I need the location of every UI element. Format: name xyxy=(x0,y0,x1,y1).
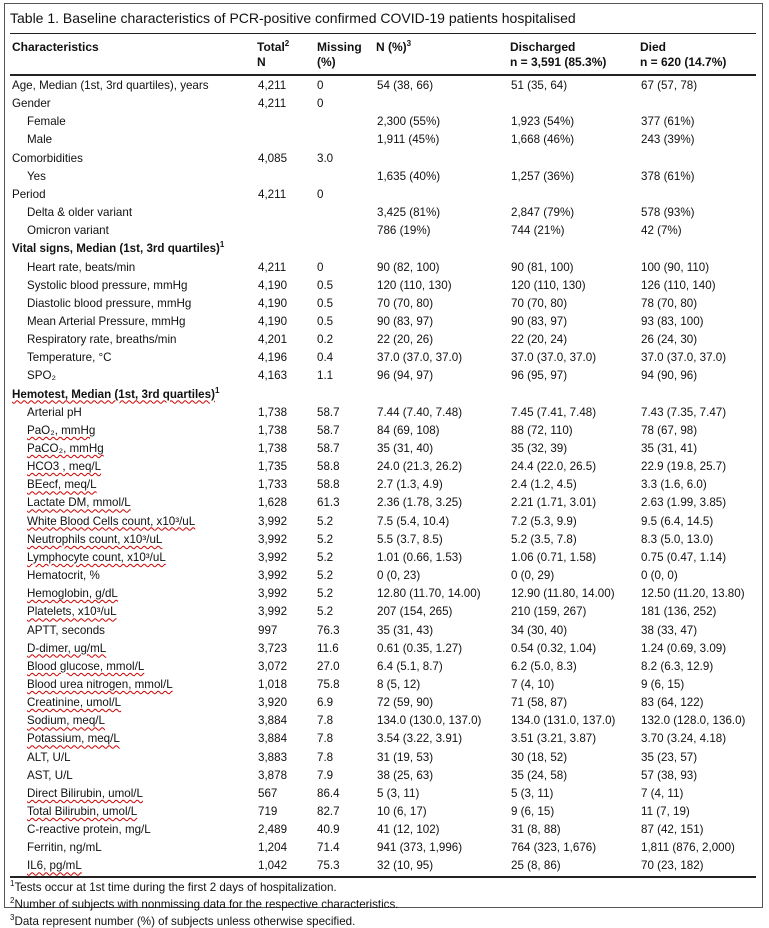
cell-died: 11 (7, 19) xyxy=(641,805,690,818)
cell-missing: 61.3 xyxy=(317,496,340,510)
cell-discharged: 35 (24, 58) xyxy=(511,768,568,782)
cell-missing: 0 xyxy=(317,187,324,201)
cell-total: 4,211 xyxy=(258,79,287,92)
cell-died: 70 (23, 182) xyxy=(641,859,704,873)
cell-died: 9.5 (6.4, 14.5) xyxy=(641,514,714,528)
cell-npct: 786 (19%) xyxy=(377,224,431,238)
cell-npct: 90 (83, 97) xyxy=(377,314,434,328)
cell-total: 4,211 xyxy=(258,187,287,201)
row-label: Omicron variant xyxy=(27,224,109,238)
cell-total: 4,190 xyxy=(258,314,288,328)
cell-discharged: 96 (95, 97) xyxy=(511,369,568,383)
row-label: HCO3 , meq/L xyxy=(27,460,102,474)
cell-died: 37.0 (37.0, 37.0) xyxy=(641,351,727,365)
cell-npct: 35 (31, 40) xyxy=(377,442,434,455)
cell-died: 9 (6, 15) xyxy=(641,677,685,691)
cell-missing: 0.5 xyxy=(317,314,334,328)
cell-missing: 7.8 xyxy=(317,732,334,746)
cell-npct: 8 (5, 12) xyxy=(377,677,421,691)
cell-total: 4,196 xyxy=(258,351,288,365)
cell-missing: 6.9 xyxy=(317,696,334,710)
cell-total: 1,628 xyxy=(258,496,288,510)
cell-missing: 40.9 xyxy=(317,823,340,837)
cell-discharged: 71 (58, 87) xyxy=(511,696,568,710)
row-label: Creatinine, umol/L xyxy=(27,696,122,710)
cell-npct: 3,425 (81%) xyxy=(377,206,441,220)
cell-total: 3,072 xyxy=(258,659,288,673)
row-label: Arterial pH xyxy=(27,405,82,419)
cell-discharged: 35 (32, 39) xyxy=(511,442,568,455)
cell-npct: 84 (69, 108) xyxy=(377,423,440,437)
cell-npct: 1,635 (40%) xyxy=(377,169,441,183)
row-label: Vital signs, Median (1st, 3rd quartiles)$^1$ xyxy=(12,240,225,256)
cell-died: 35 (31, 41) xyxy=(641,442,698,455)
cell-npct: 54 (38, 66) xyxy=(377,79,434,92)
cell-missing: 58.7 xyxy=(317,405,340,419)
cell-npct: 37.0 (37.0, 37.0) xyxy=(377,351,463,365)
cell-discharged: 3.51 (3.21, 3.87) xyxy=(511,732,597,746)
header-characteristics: Characteristics xyxy=(12,40,99,54)
cell-discharged: 0.54 (0.32, 1.04) xyxy=(511,641,597,655)
cell-died: 1.24 (0.69, 3.09) xyxy=(641,641,727,655)
cell-died: 12.50 (11.20, 13.80) xyxy=(641,587,745,601)
cell-missing: 5.2 xyxy=(317,605,334,619)
cell-missing: 7.8 xyxy=(317,714,334,728)
cell-discharged: 210 (159, 267) xyxy=(511,605,587,619)
cell-npct: 22 (20, 26) xyxy=(377,333,434,347)
row-label: Blood urea nitrogen, mmol/L xyxy=(27,677,173,691)
cell-npct: 10 (6, 17) xyxy=(377,805,427,818)
cell-npct: 35 (31, 43) xyxy=(377,623,434,637)
cell-died: 0 (0, 0) xyxy=(641,569,678,583)
cell-total: 2,489 xyxy=(258,823,288,837)
cell-discharged: 70 (70, 80) xyxy=(511,296,568,310)
cell-missing: 58.7 xyxy=(317,423,340,437)
cell-npct: 31 (19, 53) xyxy=(377,750,434,764)
cell-total: 1,738 xyxy=(258,405,288,419)
cell-npct: 96 (94, 97) xyxy=(377,369,434,383)
cell-total: 4,163 xyxy=(258,369,288,383)
cell-npct: 2.36 (1.78, 3.25) xyxy=(377,496,463,510)
cell-missing: 0 xyxy=(317,97,324,111)
cell-npct: 2,300 (55%) xyxy=(377,115,441,129)
row-label: Yes xyxy=(27,169,46,183)
cell-npct: 6.4 (5.1, 8.7) xyxy=(377,659,443,673)
row-label: Blood glucose, mmol/L xyxy=(27,659,145,673)
cell-discharged: 90 (83, 97) xyxy=(511,314,568,328)
cell-total: 3,992 xyxy=(258,514,288,528)
cell-npct: 7.44 (7.40, 7.48) xyxy=(377,405,463,419)
cell-died: 67 (57, 78) xyxy=(641,79,698,92)
cell-npct: 134.0 (130.0, 137.0) xyxy=(377,714,482,728)
header-discharged-n: n = 3,591 (85.3%) xyxy=(510,55,607,69)
cell-died: 126 (110, 140) xyxy=(641,278,716,292)
row-label: Total Bilirubin, umol/L xyxy=(27,805,138,818)
cell-npct: 0 (0, 23) xyxy=(377,569,421,583)
cell-discharged: 12.90 (11.80, 14.00) xyxy=(511,587,615,601)
header-died: Died xyxy=(640,40,667,54)
cell-died: 3.3 (1.6, 6.0) xyxy=(641,478,707,492)
cell-missing: 11.6 xyxy=(317,641,339,655)
cell-npct: 1,911 (45%) xyxy=(377,133,440,147)
cell-npct: 70 (70, 80) xyxy=(377,296,434,310)
cell-total: 3,884 xyxy=(258,714,288,728)
cell-discharged: 1,257 (36%) xyxy=(511,169,575,183)
cell-total: 3,723 xyxy=(258,641,288,655)
row-label: White Blood Cells count, x10³/uL xyxy=(27,514,196,528)
header-discharged: Discharged xyxy=(510,40,576,54)
row-label: D-dimer, ug/mL xyxy=(27,641,107,655)
cell-total: 1,204 xyxy=(258,841,288,855)
cell-total: 1,018 xyxy=(258,677,288,691)
cell-npct: 12.80 (11.70, 14.00) xyxy=(377,587,481,601)
cell-missing: 58.7 xyxy=(317,442,340,455)
cell-npct: 941 (373, 1,996) xyxy=(377,841,463,855)
cell-missing: 82.7 xyxy=(317,805,340,818)
cell-missing: 0.5 xyxy=(317,278,334,292)
row-label: Temperature, °C xyxy=(27,351,112,365)
cell-died: 2.63 (1.99, 3.85) xyxy=(641,496,727,510)
cell-missing: 0.2 xyxy=(317,333,334,347)
top-rule xyxy=(10,33,756,34)
cell-discharged: 7.2 (5.3, 9.9) xyxy=(511,514,577,528)
cell-discharged: 6.2 (5.0, 8.3) xyxy=(511,659,577,673)
row-label: Hematocrit, % xyxy=(27,569,100,583)
cell-discharged: 5 (3, 11) xyxy=(511,786,554,800)
cell-total: 1,738 xyxy=(258,423,288,437)
cell-total: 4,190 xyxy=(258,296,288,310)
cell-total: 1,735 xyxy=(258,460,288,474)
header-missing-pct: (%) xyxy=(317,55,336,69)
cell-missing: 5.2 xyxy=(317,532,334,546)
cell-died: 38 (33, 47) xyxy=(641,623,698,637)
cell-missing: 58.8 xyxy=(317,478,340,492)
cell-died: 22.9 (19.8, 25.7) xyxy=(641,460,727,474)
cell-died: 1,811 (876, 2,000) xyxy=(641,841,735,855)
row-label: PaO₂, mmHg xyxy=(27,423,96,437)
cell-npct: 72 (59, 90) xyxy=(377,696,434,710)
row-label: IL6, pg/mL xyxy=(27,859,82,873)
row-label: Hemotest, Median (1st, 3rd quartiles)$^1$ xyxy=(12,385,220,401)
cell-discharged: 7 (4, 10) xyxy=(511,677,555,691)
cell-died: 87 (42, 151) xyxy=(641,823,704,837)
cell-missing: 75.8 xyxy=(317,677,340,691)
row-label: Female xyxy=(27,115,66,129)
cell-total: 3,883 xyxy=(258,750,288,764)
cell-missing: 86.4 xyxy=(317,786,340,800)
cell-npct: 90 (82, 100) xyxy=(377,260,440,274)
row-label: Platelets, x10³/uL xyxy=(27,605,117,619)
cell-npct: 3.54 (3.22, 3.91) xyxy=(377,732,463,746)
cell-npct: 38 (25, 63) xyxy=(377,768,434,782)
cell-died: 378 (61%) xyxy=(641,169,695,183)
cell-total: 3,920 xyxy=(258,696,288,710)
cell-died: 57 (38, 93) xyxy=(641,768,698,782)
cell-died: 7 (4, 11) xyxy=(641,786,684,800)
cell-discharged: 88 (72, 110) xyxy=(511,423,573,437)
cell-died: 42 (7%) xyxy=(641,224,682,238)
row-label: AST, U/L xyxy=(27,768,73,782)
row-label: BEecf, meq/L xyxy=(27,478,97,492)
cell-total: 4,211 xyxy=(258,97,287,111)
header-total-n: N xyxy=(257,55,266,69)
cell-died: 8.2 (6.3, 12.9) xyxy=(641,659,714,673)
cell-npct: 207 (154, 265) xyxy=(377,605,453,619)
cell-died: 8.3 (5.0, 13.0) xyxy=(641,532,714,546)
row-label: SPO₂ xyxy=(27,369,56,383)
cell-missing: 3.0 xyxy=(317,151,334,165)
cell-discharged: 31 (8, 88) xyxy=(511,823,561,837)
cell-discharged: 0 (0, 29) xyxy=(511,569,555,583)
cell-died: 0.75 (0.47, 1.14) xyxy=(641,550,727,564)
row-label: Heart rate, beats/min xyxy=(27,260,136,274)
cell-died: 3.70 (3.24, 4.18) xyxy=(641,732,727,746)
cell-died: 7.43 (7.35, 7.47) xyxy=(641,405,727,419)
cell-discharged: 51 (35, 64) xyxy=(511,79,568,92)
row-label: APTT, seconds xyxy=(27,623,105,637)
cell-missing: 0.5 xyxy=(317,296,334,310)
row-label: Diastolic blood pressure, mmHg xyxy=(27,296,192,310)
cell-died: 132.0 (128.0, 136.0) xyxy=(641,714,746,728)
cell-discharged: 134.0 (131.0, 137.0) xyxy=(511,714,616,728)
cell-discharged: 2.4 (1.2, 4.5) xyxy=(511,478,577,492)
cell-discharged: 2.21 (1.71, 3.01) xyxy=(511,496,597,510)
header-died-n: n = 620 (14.7%) xyxy=(640,55,727,69)
cell-total: 3,992 xyxy=(258,569,288,583)
cell-missing: 1.1 xyxy=(317,369,334,383)
row-label: Ferritin, ng/mL xyxy=(27,841,102,855)
cell-missing: 71.4 xyxy=(317,841,340,855)
cell-total: 1,738 xyxy=(258,442,288,455)
row-label: Respiratory rate, breaths/min xyxy=(27,333,177,347)
cell-missing: 58.8 xyxy=(317,460,340,474)
cell-total: 4,085 xyxy=(258,151,288,165)
row-label: Hemoglobin, g/dL xyxy=(27,587,118,601)
cell-discharged: 25 (8, 86) xyxy=(511,859,561,873)
cell-missing: 0 xyxy=(317,260,324,274)
cell-total: 3,878 xyxy=(258,768,288,782)
cell-total: 4,190 xyxy=(258,278,288,292)
row-label: Neutrophils count, x10³/uL xyxy=(27,532,163,546)
cell-missing: 76.3 xyxy=(317,623,340,637)
cell-discharged: 30 (18, 52) xyxy=(511,750,568,764)
cell-discharged: 2,847 (79%) xyxy=(511,206,575,220)
cell-discharged: 744 (21%) xyxy=(511,224,565,238)
footnote: $^3$Data represent number (%) of subjects unless otherwise specified. xyxy=(10,913,356,928)
cell-total: 4,201 xyxy=(258,333,288,347)
cell-died: 78 (70, 80) xyxy=(641,296,698,310)
table-caption: Table 1. Baseline characteristics of PCR-positive confirmed COVID-19 patients hospitalised xyxy=(10,10,576,26)
row-label: PaCO₂, mmHg xyxy=(27,442,104,455)
cell-total: 719 xyxy=(258,805,278,818)
footnote: $^2$Number of subjects with nonmissing data for the respective characteristics. xyxy=(10,896,399,912)
cell-died: 93 (83, 100) xyxy=(641,314,704,328)
cell-npct: 120 (110, 130) xyxy=(377,278,452,292)
cell-total: 3,992 xyxy=(258,587,288,601)
cell-missing: 5.2 xyxy=(317,550,334,564)
cell-total: 1,042 xyxy=(258,859,288,873)
cell-npct: 0.61 (0.35, 1.27) xyxy=(377,641,463,655)
row-label: Sodium, meq/L xyxy=(27,714,105,728)
cell-missing: 5.2 xyxy=(317,514,334,528)
cell-npct: 7.5 (5.4, 10.4) xyxy=(377,514,450,528)
row-label: Gender xyxy=(12,97,51,111)
cell-discharged: 120 (110, 130) xyxy=(511,278,586,292)
cell-died: 94 (90, 96) xyxy=(641,369,698,383)
cell-discharged: 34 (30, 40) xyxy=(511,623,568,637)
footnote: $^1$Tests occur at 1st time during the first 2 days of hospitalization. xyxy=(10,879,337,895)
cell-npct: 1.01 (0.66, 1.53) xyxy=(377,550,463,564)
cell-total: 3,992 xyxy=(258,532,288,546)
cell-missing: 5.2 xyxy=(317,569,334,583)
cell-died: 83 (64, 122) xyxy=(641,696,704,710)
cell-total: 3,992 xyxy=(258,605,288,619)
cell-died: 578 (93%) xyxy=(641,206,695,220)
cell-discharged: 5.2 (3.5, 7.8) xyxy=(511,532,577,546)
header-npct: N (%)$^3$ xyxy=(376,39,412,54)
header-missing: Missing xyxy=(317,40,362,54)
cell-missing: 7.9 xyxy=(317,768,334,782)
cell-discharged: 7.45 (7.41, 7.48) xyxy=(511,405,597,419)
cell-missing: 75.3 xyxy=(317,859,340,873)
cell-total: 3,884 xyxy=(258,732,288,746)
cell-total: 997 xyxy=(258,623,278,637)
cell-npct: 41 (12, 102) xyxy=(377,823,440,837)
cell-npct: 5.5 (3.7, 8.5) xyxy=(377,532,443,546)
row-label: Lactate DM, mmol/L xyxy=(27,496,131,510)
row-label: Delta & older variant xyxy=(27,206,133,220)
header-total: Total$^2$ xyxy=(257,39,290,54)
cell-missing: 0 xyxy=(317,79,324,92)
cell-died: 26 (24, 30) xyxy=(641,333,698,347)
cell-died: 100 (90, 110) xyxy=(641,260,710,274)
cell-npct: 24.0 (21.3, 26.2) xyxy=(377,460,463,474)
cell-discharged: 22 (20, 24) xyxy=(511,333,568,347)
row-label: C-reactive protein, mg/L xyxy=(27,823,151,837)
cell-discharged: 90 (81, 100) xyxy=(511,260,574,274)
cell-died: 78 (67, 98) xyxy=(641,423,698,437)
cell-discharged: 24.4 (22.0, 26.5) xyxy=(511,460,597,474)
row-label: Comorbidities xyxy=(12,151,83,165)
cell-discharged: 9 (6, 15) xyxy=(511,805,555,818)
cell-total: 4,211 xyxy=(258,260,287,274)
header-rule xyxy=(10,74,756,76)
cell-npct: 32 (10, 95) xyxy=(377,859,434,873)
cell-npct: 5 (3, 11) xyxy=(377,786,420,800)
cell-died: 377 (61%) xyxy=(641,115,695,129)
row-label: Mean Arterial Pressure, mmHg xyxy=(27,314,186,328)
row-label: Lymphocyte count, x10³/uL xyxy=(27,550,166,564)
row-label: Male xyxy=(27,133,53,147)
cell-died: 181 (136, 252) xyxy=(641,605,717,619)
row-label: Direct Bilirubin, umol/L xyxy=(27,786,143,800)
cell-missing: 5.2 xyxy=(317,587,334,601)
cell-discharged: 37.0 (37.0, 37.0) xyxy=(511,351,597,365)
cell-total: 3,992 xyxy=(258,550,288,564)
cell-total: 1,733 xyxy=(258,478,288,492)
cell-npct: 2.7 (1.3, 4.9) xyxy=(377,478,443,492)
cell-discharged: 1.06 (0.71, 1.58) xyxy=(511,550,597,564)
row-label: Period xyxy=(12,187,46,201)
row-label: Age, Median (1st, 3rd quartiles), years xyxy=(12,79,209,92)
row-label: Potassium, meq/L xyxy=(27,732,120,746)
cell-died: 35 (23, 57) xyxy=(641,750,698,764)
cell-died: 243 (39%) xyxy=(641,133,695,147)
cell-missing: 0.4 xyxy=(317,351,334,365)
cell-discharged: 1,668 (46%) xyxy=(511,133,575,147)
row-label: ALT, U/L xyxy=(27,750,71,764)
cell-missing: 7.8 xyxy=(317,750,334,764)
cell-discharged: 1,923 (54%) xyxy=(511,115,575,129)
bottom-rule xyxy=(10,876,756,878)
row-label: Systolic blood pressure, mmHg xyxy=(27,278,188,292)
cell-discharged: 764 (323, 1,676) xyxy=(511,841,597,855)
cell-total: 567 xyxy=(258,786,278,800)
cell-missing: 27.0 xyxy=(317,659,340,673)
